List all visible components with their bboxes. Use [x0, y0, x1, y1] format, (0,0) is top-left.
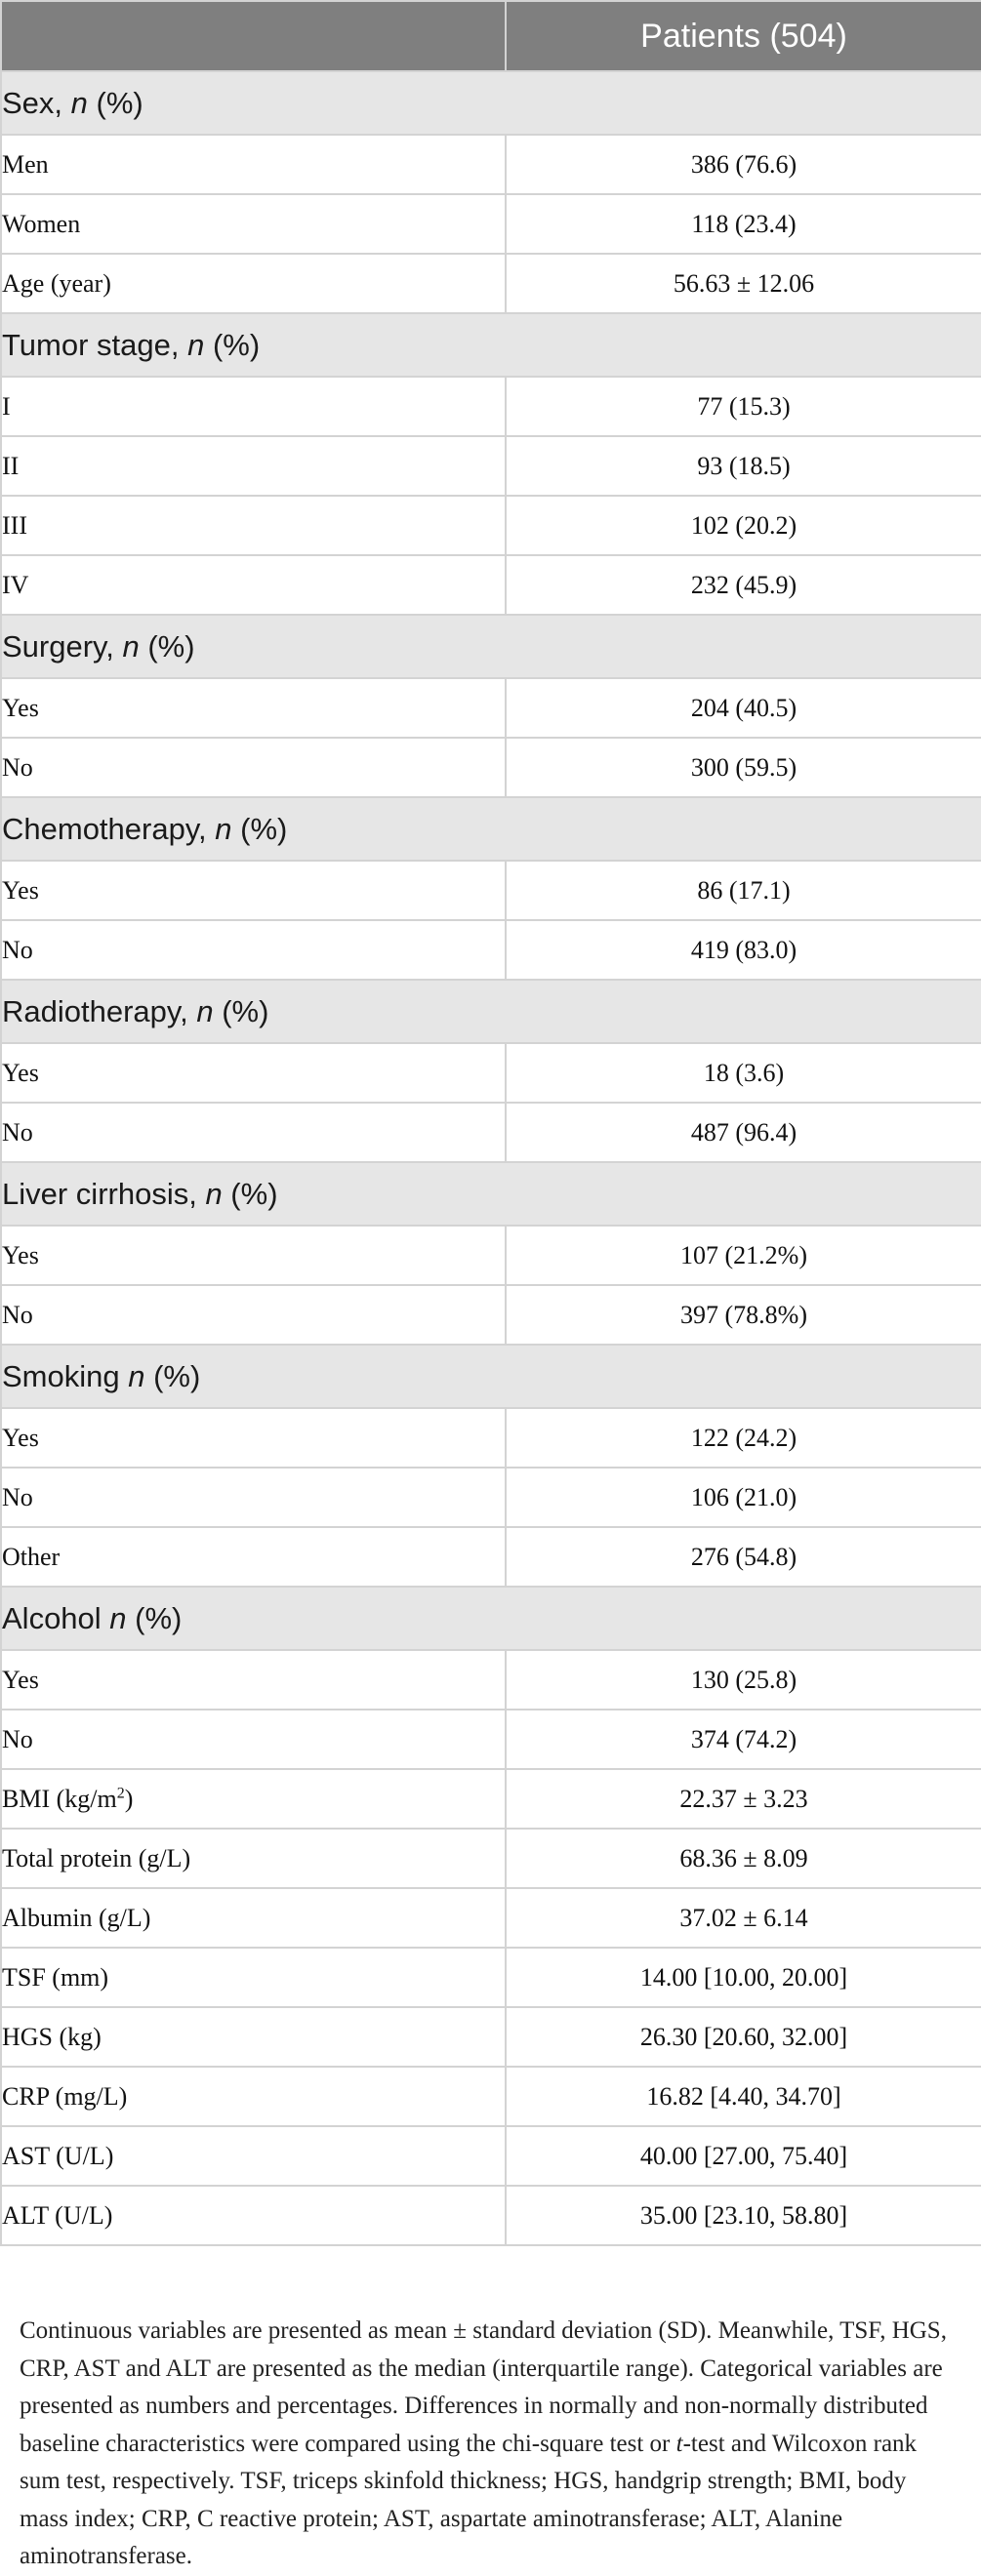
row-label-text: No: [2, 1482, 33, 1511]
row-value: 130 (25.8): [506, 1650, 981, 1710]
row-label-text: Age (year): [2, 268, 111, 298]
row-label: [1, 1527, 506, 1587]
row-label: [1, 496, 506, 555]
table-row: [1, 1829, 981, 1888]
section-header-row: [1, 1345, 981, 1408]
row-label: [1, 194, 506, 254]
row-value: 16.82 [4.40, 34.70]: [506, 2067, 981, 2126]
row-label-text: Women: [2, 209, 81, 238]
row-value: 40.00 [27.00, 75.40]: [506, 2126, 981, 2186]
row-value: 26.30 [20.60, 32.00]: [506, 2007, 981, 2067]
table-row: [1, 2007, 981, 2067]
section-header-label: [1, 313, 981, 377]
section-label-italic: n: [196, 993, 214, 1028]
row-label: [1, 1468, 506, 1527]
section-header-label: [1, 980, 981, 1043]
section-label-text: Chemotherapy,: [2, 811, 216, 846]
table-row: [1, 1769, 981, 1829]
row-label-superscript: 2: [116, 1784, 125, 1801]
row-label-text: No: [2, 752, 33, 782]
row-value: 107 (21.2%): [506, 1226, 981, 1285]
table-row: [1, 1043, 981, 1103]
table-row: [1, 1710, 981, 1769]
header-patients-cell: Patients (504): [506, 1, 981, 71]
row-label-text: I: [2, 391, 11, 421]
section-header-row: [1, 1162, 981, 1226]
row-label: [1, 1043, 506, 1103]
section-label-italic: n: [215, 811, 232, 846]
row-value: 386 (76.6): [506, 135, 981, 194]
section-header-row: [1, 71, 981, 135]
section-label-text: Sex,: [2, 85, 71, 120]
row-label-text: BMI (kg/m: [2, 1784, 117, 1813]
row-label: [1, 1888, 506, 1948]
section-header-row: [1, 797, 981, 861]
section-label-suffix: (%): [87, 85, 143, 120]
row-label-text: No: [2, 1300, 33, 1329]
row-value: 204 (40.5): [506, 678, 981, 738]
row-label-text: TSF (mm): [2, 1962, 109, 1992]
table-row: [1, 1468, 981, 1527]
row-label: [1, 1103, 506, 1162]
table-row: [1, 678, 981, 738]
section-label-suffix: (%): [213, 993, 269, 1028]
row-label-text: CRP (mg/L): [2, 2081, 128, 2111]
table-row: [1, 2067, 981, 2126]
section-label-italic: n: [187, 327, 205, 362]
row-value: 102 (20.2): [506, 496, 981, 555]
row-label: [1, 555, 506, 615]
section-label-text: Surgery,: [2, 628, 123, 664]
row-value: 374 (74.2): [506, 1710, 981, 1769]
row-label-text: Total protein (g/L): [2, 1843, 191, 1872]
table-row: [1, 1408, 981, 1468]
section-label-text: Liver cirrhosis,: [2, 1176, 206, 1211]
row-label-text: HGS (kg): [2, 2022, 102, 2051]
section-label-italic: n: [70, 85, 88, 120]
row-label-text: No: [2, 1117, 33, 1147]
row-value: 22.37 ± 3.23: [506, 1769, 981, 1829]
section-header-label: [1, 71, 981, 135]
row-label-text: Yes: [2, 1665, 39, 1694]
table-row: [1, 738, 981, 797]
table-row: [1, 377, 981, 436]
row-label-suffix: ): [124, 1784, 134, 1813]
table-row: [1, 1226, 981, 1285]
footnote-italic-t: t: [675, 2430, 683, 2457]
section-label-italic: n: [109, 1600, 127, 1635]
row-value: 56.63 ± 12.06: [506, 254, 981, 313]
row-value: 419 (83.0): [506, 920, 981, 980]
table-row: [1, 2126, 981, 2186]
section-label-suffix: (%): [204, 327, 261, 362]
section-header-label: [1, 797, 981, 861]
table-row: [1, 555, 981, 615]
row-label: [1, 861, 506, 920]
row-label: [1, 436, 506, 496]
row-label: [1, 2067, 506, 2126]
table-footnote: [20, 2313, 957, 2576]
row-label: [1, 1226, 506, 1285]
row-label: [1, 2126, 506, 2186]
row-label-text: Other: [2, 1542, 61, 1571]
section-header-label: [1, 615, 981, 678]
section-header-label: [1, 1587, 981, 1650]
header-variable-cell: [1, 1, 506, 71]
row-label: [1, 1769, 506, 1829]
section-header-row: [1, 980, 981, 1043]
row-value: 106 (21.0): [506, 1468, 981, 1527]
row-label-text: Yes: [2, 1240, 39, 1269]
row-label: [1, 2186, 506, 2245]
table-row: [1, 135, 981, 194]
footnote-text-part1: Continuous variables are presented as mean ± standard deviation (SD). Meanwhile, TSF, HGS, CRP, AST and ALT are presented as the median (interquartile range). Categorical variables are presented as numbers and percentages. Differences in normally and non-normally distributed baseline characteristics were compared using the chi-square test or: [20, 2317, 947, 2457]
table-row: [1, 2186, 981, 2245]
row-value: 77 (15.3): [506, 377, 981, 436]
table-row: [1, 1527, 981, 1587]
section-label-suffix: (%): [231, 811, 288, 846]
footnote-text-part2: -test and Wilcoxon rank sum test, respectively. TSF, triceps skinfold thickness; HGS, handgrip strength; BMI, body mass index; CRP, C reactive protein; AST, aspartate aminotransferase; ALT, Alanine aminotransferase.: [20, 2430, 918, 2569]
row-value: 35.00 [23.10, 58.80]: [506, 2186, 981, 2245]
section-label-suffix: (%): [139, 628, 195, 664]
table-row: [1, 1650, 981, 1710]
section-header-row: [1, 313, 981, 377]
section-label-text: Smoking: [2, 1358, 129, 1393]
row-label-text: Yes: [2, 1058, 39, 1087]
row-label: [1, 135, 506, 194]
row-label-text: Yes: [2, 875, 39, 905]
row-label-text: No: [2, 1724, 33, 1753]
row-value: 37.02 ± 6.14: [506, 1888, 981, 1948]
row-label: [1, 1408, 506, 1468]
row-value: 276 (54.8): [506, 1527, 981, 1587]
row-label: [1, 738, 506, 797]
row-label: [1, 1650, 506, 1710]
section-label-text: Radiotherapy,: [2, 993, 197, 1028]
section-label-suffix: (%): [126, 1600, 183, 1635]
row-label-text: III: [2, 510, 27, 540]
table-row: [1, 861, 981, 920]
table-row: [1, 1888, 981, 1948]
row-value: 86 (17.1): [506, 861, 981, 920]
row-label-text: Albumin (g/L): [2, 1903, 151, 1932]
row-label: [1, 377, 506, 436]
section-header-label: [1, 1162, 981, 1226]
row-value: 397 (78.8%): [506, 1285, 981, 1345]
row-label: [1, 1829, 506, 1888]
row-label-text: No: [2, 935, 33, 964]
row-value: 93 (18.5): [506, 436, 981, 496]
table-row: [1, 194, 981, 254]
row-value: 122 (24.2): [506, 1408, 981, 1468]
table-header-row: [1, 1, 981, 71]
row-label-text: Yes: [2, 1423, 39, 1452]
row-label: [1, 1948, 506, 2007]
row-label: [1, 1710, 506, 1769]
row-label-text: Men: [2, 149, 49, 179]
row-label: [1, 920, 506, 980]
section-header-row: [1, 1587, 981, 1650]
table-row: [1, 1103, 981, 1162]
table-row: [1, 496, 981, 555]
row-label: [1, 1285, 506, 1345]
row-label-text: AST (U/L): [2, 2141, 114, 2170]
section-label-italic: n: [205, 1176, 223, 1211]
row-label: [1, 254, 506, 313]
table-row: [1, 920, 981, 980]
section-label-italic: n: [128, 1358, 145, 1393]
table-row: [1, 1948, 981, 2007]
row-value: 18 (3.6): [506, 1043, 981, 1103]
table-row: [1, 1285, 981, 1345]
section-label-text: Tumor stage,: [2, 327, 188, 362]
row-value: 14.00 [10.00, 20.00]: [506, 1948, 981, 2007]
section-label-italic: n: [122, 628, 140, 664]
row-value: 68.36 ± 8.09: [506, 1829, 981, 1888]
table-row: [1, 436, 981, 496]
row-label-text: ALT (U/L): [2, 2200, 113, 2230]
section-label-text: Alcohol: [2, 1600, 110, 1635]
row-value: 300 (59.5): [506, 738, 981, 797]
section-header-label: [1, 1345, 981, 1408]
row-value: 487 (96.4): [506, 1103, 981, 1162]
section-header-row: [1, 615, 981, 678]
row-label-text: II: [2, 451, 20, 480]
row-value: 232 (45.9): [506, 555, 981, 615]
section-label-suffix: (%): [144, 1358, 201, 1393]
row-label-text: Yes: [2, 693, 39, 722]
row-label: [1, 678, 506, 738]
table-body: [1, 71, 981, 2245]
row-value: 118 (23.4): [506, 194, 981, 254]
table-row: [1, 254, 981, 313]
row-label-text: IV: [2, 570, 29, 599]
row-label: [1, 2007, 506, 2067]
section-label-suffix: (%): [222, 1176, 278, 1211]
